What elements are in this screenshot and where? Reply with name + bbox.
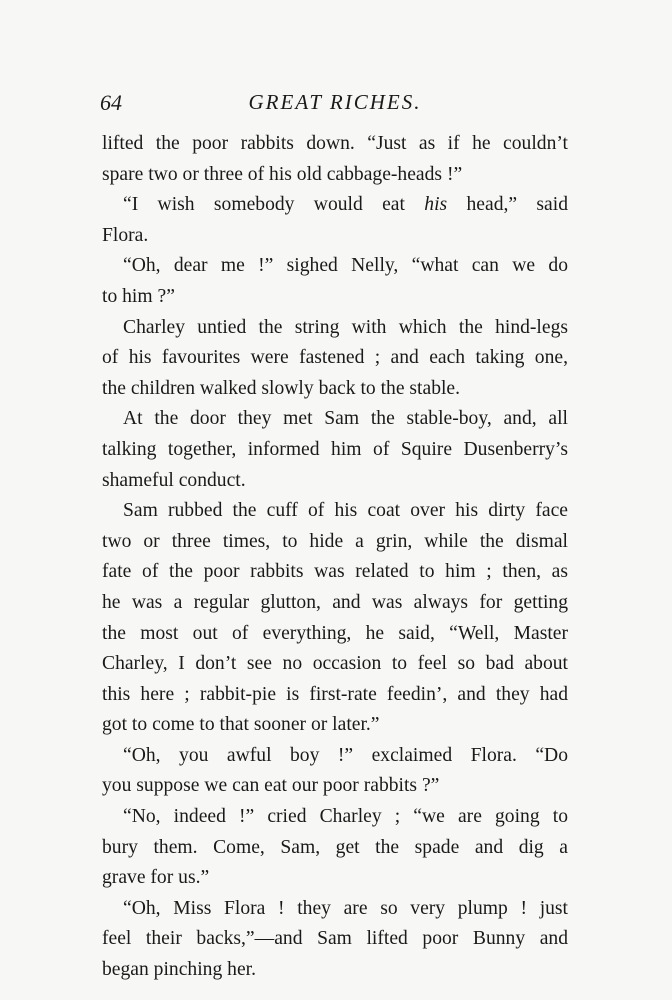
page-header bbox=[100, 90, 570, 120]
text-line: the most out of everything, he said, “Well, Master bbox=[102, 622, 568, 644]
text-line: “Oh, you awful boy !” exclaimed Flora. “Do bbox=[123, 744, 568, 766]
text-line: shameful conduct. bbox=[102, 469, 246, 491]
text-line: Sam rubbed the cuff of his coat over his dirty face bbox=[123, 500, 568, 522]
text-line: two or three times, to hide a grin, while the dismal bbox=[102, 530, 568, 552]
text-line: At the door they met Sam the stable-boy, and, all bbox=[123, 408, 568, 430]
body-text bbox=[102, 129, 568, 986]
text-line: feel their backs,”—and Sam lifted poor Bunny and bbox=[102, 928, 568, 950]
text-line: of his favourites were fastened ; and each taking one, bbox=[102, 347, 568, 369]
text-line: Flora. bbox=[102, 224, 149, 246]
text-line: this here ; rabbit-pie is first-rate feedin’, and they had bbox=[102, 683, 568, 705]
text-line bbox=[102, 190, 568, 221]
text-line: “Oh, Miss Flora ! they are so very plump ! just bbox=[123, 897, 568, 919]
text-line: spare two or three of his old cabbage-heads !” bbox=[102, 163, 463, 185]
text-line: bury them. Come, Sam, get the spade and dig a bbox=[102, 836, 568, 858]
text-line: grave for us.” bbox=[102, 867, 210, 889]
text-line: you suppose we can eat our poor rabbits ?” bbox=[102, 775, 440, 797]
text-segment: “I wish somebody would eat bbox=[123, 194, 425, 216]
text-segment: head,” said bbox=[447, 194, 568, 216]
text-line: Charley, I don’t see no occasion to feel so bad about bbox=[102, 653, 568, 675]
emphasized-word: his bbox=[424, 194, 448, 216]
text-line: the children walked slowly back to the stable. bbox=[102, 377, 461, 399]
text-line: lifted the poor rabbits down. “Just as if he couldn’t bbox=[102, 133, 568, 154]
text-line: he was a regular glutton, and was always for getting bbox=[102, 591, 568, 613]
text-line: “Oh, dear me !” sighed Nelly, “what can we do bbox=[123, 255, 568, 277]
text-line: got to come to that sooner or later.” bbox=[102, 714, 380, 736]
text-line: to him ?” bbox=[102, 285, 175, 307]
text-line: fate of the poor rabbits was related to him ; then, as bbox=[102, 561, 568, 583]
text-line: “No, indeed !” cried Charley ; “we are going to bbox=[123, 806, 568, 828]
text-line: talking together, informed him of Squire Dusenberry’s bbox=[102, 438, 568, 460]
text-line: Charley untied the string with which the hind-legs bbox=[123, 316, 568, 338]
page-number: 64 bbox=[100, 90, 122, 115]
text-line: began pinching her. bbox=[102, 959, 256, 981]
running-title: GREAT RICHES. bbox=[248, 90, 422, 114]
